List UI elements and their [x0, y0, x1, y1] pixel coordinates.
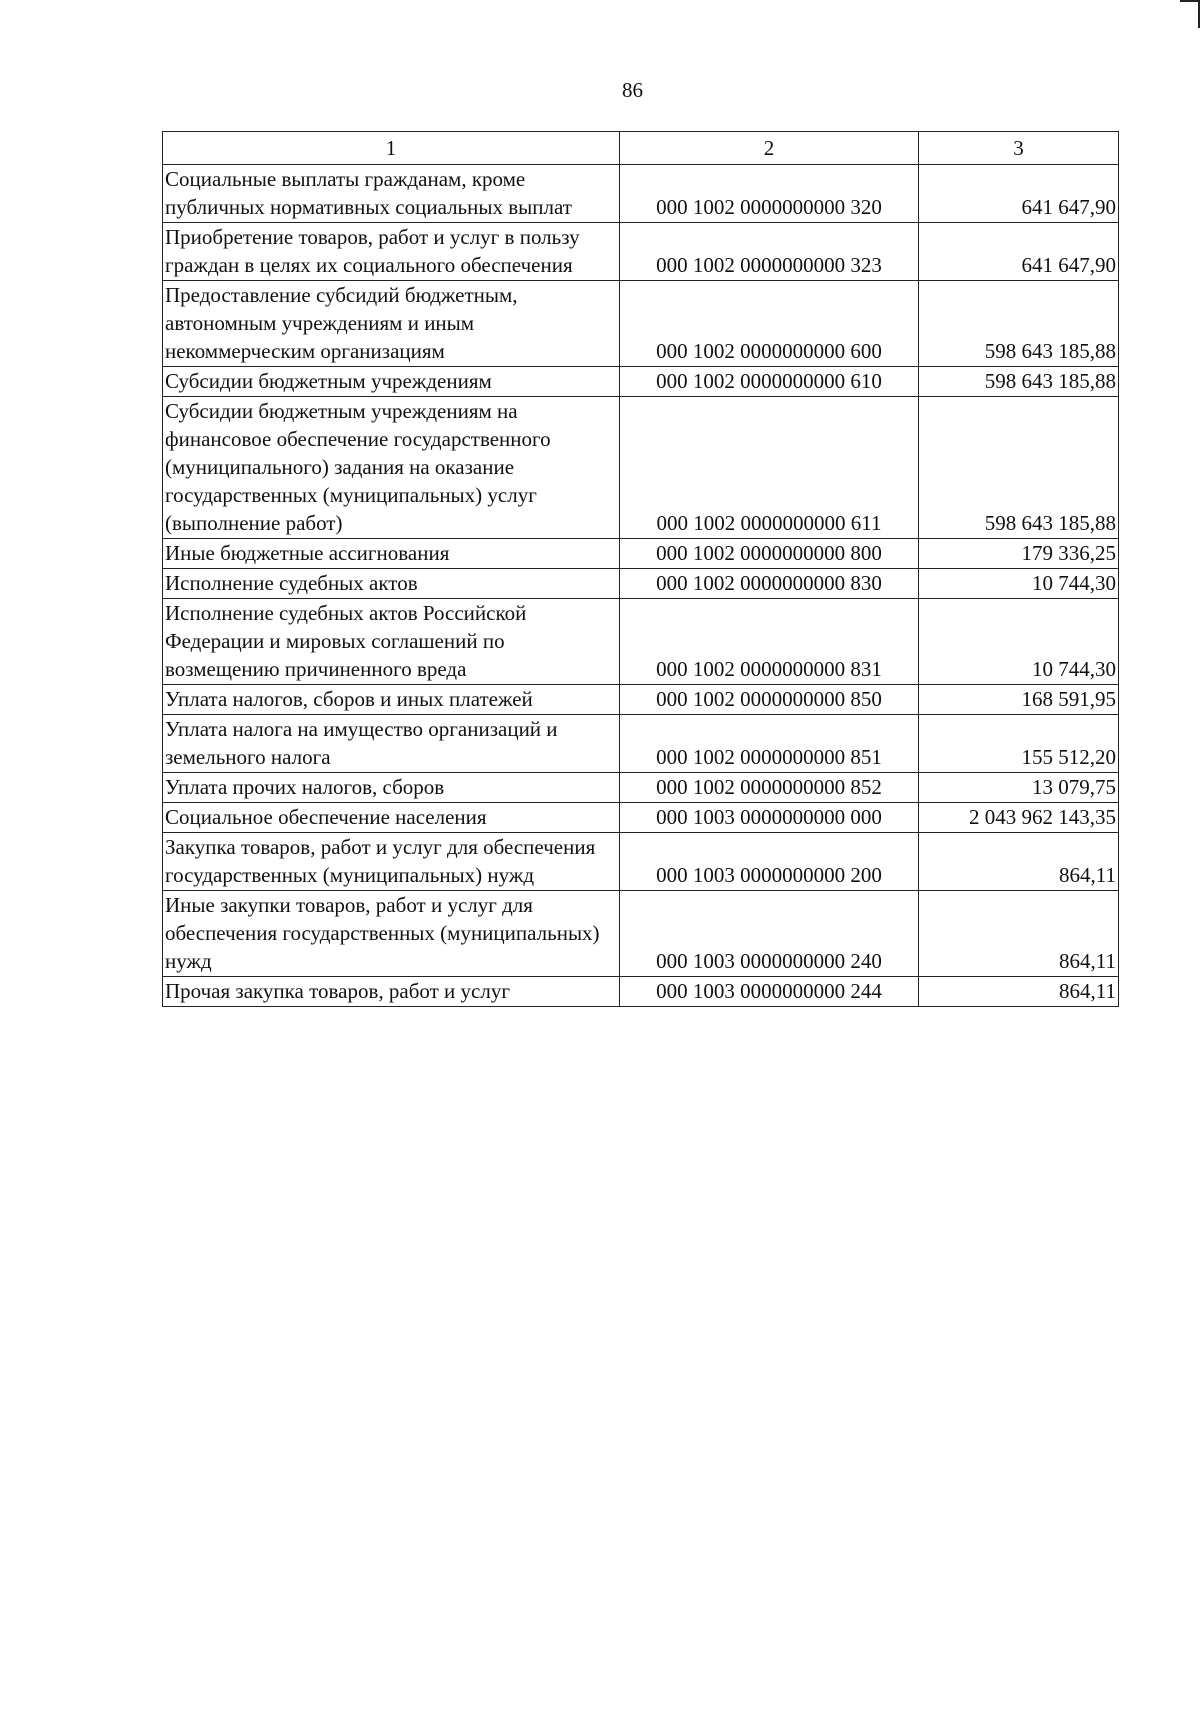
row-code: 000 1002 0000000000 852 — [620, 773, 919, 803]
row-code: 000 1003 0000000000 244 — [620, 977, 919, 1007]
table-row — [163, 165, 1119, 223]
row-amount: 864,11 — [919, 833, 1119, 891]
table-row — [163, 773, 1119, 803]
row-code: 000 1002 0000000000 850 — [620, 685, 919, 715]
row-amount: 155 512,20 — [919, 715, 1119, 773]
row-amount: 598 643 185,88 — [919, 397, 1119, 539]
table-row — [163, 977, 1119, 1007]
row-amount: 641 647,90 — [919, 165, 1119, 223]
row-amount: 10 744,30 — [919, 569, 1119, 599]
row-code: 000 1002 0000000000 610 — [620, 367, 919, 397]
table-row — [163, 539, 1119, 569]
scan-corner-mark — [1180, 0, 1200, 28]
row-name: Уплата налога на имущество организаций и земельного налога — [163, 715, 620, 773]
row-name: Уплата налогов, сборов и иных платежей — [163, 685, 620, 715]
row-amount: 641 647,90 — [919, 223, 1119, 281]
row-amount: 10 744,30 — [919, 599, 1119, 685]
row-name: Прочая закупка товаров, работ и услуг — [163, 977, 620, 1007]
table-row — [163, 715, 1119, 773]
table-row — [163, 891, 1119, 977]
table-row — [163, 281, 1119, 367]
table-row — [163, 397, 1119, 539]
table-row — [163, 685, 1119, 715]
row-name: Социальное обеспечение населения — [163, 803, 620, 833]
row-name: Приобретение товаров, работ и услуг в пользу граждан в целях их социального обеспечения — [163, 223, 620, 281]
row-code: 000 1002 0000000000 320 — [620, 165, 919, 223]
row-amount: 598 643 185,88 — [919, 281, 1119, 367]
header-col-1: 1 — [163, 132, 620, 165]
row-code: 000 1002 0000000000 831 — [620, 599, 919, 685]
table-row — [163, 569, 1119, 599]
row-name: Исполнение судебных актов — [163, 569, 620, 599]
header-col-3: 3 — [919, 132, 1119, 165]
row-name: Исполнение судебных актов Российской Федерации и мировых соглашений по возмещению причиненного вреда — [163, 599, 620, 685]
row-name: Иные закупки товаров, работ и услуг для обеспечения государственных (муниципальных) нужд — [163, 891, 620, 977]
row-code: 000 1002 0000000000 323 — [620, 223, 919, 281]
row-amount: 598 643 185,88 — [919, 367, 1119, 397]
row-code: 000 1002 0000000000 830 — [620, 569, 919, 599]
table-row — [163, 803, 1119, 833]
row-code: 000 1002 0000000000 611 — [620, 397, 919, 539]
row-name: Социальные выплаты гражданам, кроме публичных нормативных социальных выплат — [163, 165, 620, 223]
table-row — [163, 833, 1119, 891]
row-name: Иные бюджетные ассигнования — [163, 539, 620, 569]
row-amount: 864,11 — [919, 977, 1119, 1007]
row-code: 000 1003 0000000000 200 — [620, 833, 919, 891]
row-name: Субсидии бюджетным учреждениям на финансовое обеспечение государственного (муниципального) задания на оказание государственных (муниципальных) услуг (выполнение работ) — [163, 397, 620, 539]
row-code: 000 1003 0000000000 240 — [620, 891, 919, 977]
row-name: Уплата прочих налогов, сборов — [163, 773, 620, 803]
page-number: 86 — [622, 78, 643, 102]
table-header-row — [163, 132, 1119, 165]
row-code: 000 1002 0000000000 851 — [620, 715, 919, 773]
row-amount: 13 079,75 — [919, 773, 1119, 803]
row-amount: 179 336,25 — [919, 539, 1119, 569]
row-code: 000 1002 0000000000 600 — [620, 281, 919, 367]
row-code: 000 1003 0000000000 000 — [620, 803, 919, 833]
row-name: Закупка товаров, работ и услуг для обеспечения государственных (муниципальных) нужд — [163, 833, 620, 891]
row-amount: 864,11 — [919, 891, 1119, 977]
table-row — [163, 367, 1119, 397]
row-code: 000 1002 0000000000 800 — [620, 539, 919, 569]
header-col-2: 2 — [620, 132, 919, 165]
row-name: Предоставление субсидий бюджетным, автономным учреждениям и иным некоммерческим организациям — [163, 281, 620, 367]
row-name: Субсидии бюджетным учреждениям — [163, 367, 620, 397]
table-row — [163, 223, 1119, 281]
budget-table — [162, 131, 1119, 1007]
row-amount: 168 591,95 — [919, 685, 1119, 715]
row-amount: 2 043 962 143,35 — [919, 803, 1119, 833]
table-row — [163, 599, 1119, 685]
